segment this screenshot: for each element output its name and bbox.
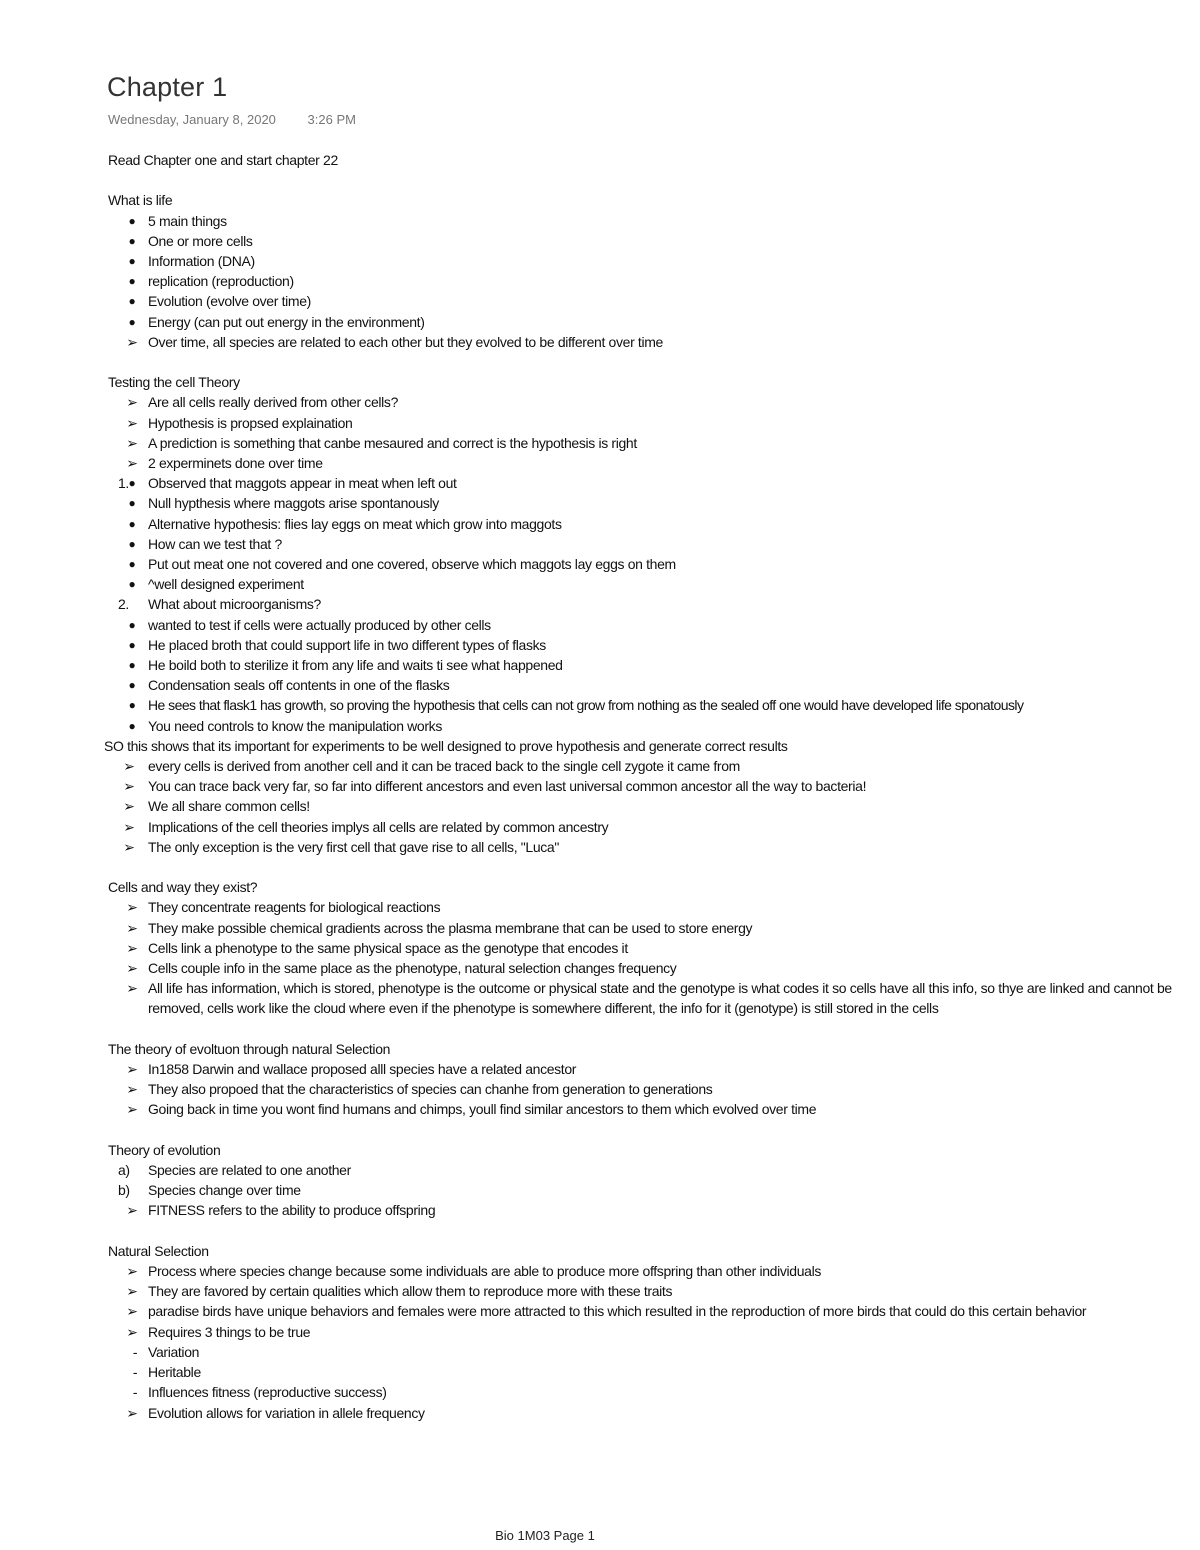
- arrow-bullet-icon: ➢: [126, 414, 138, 431]
- arrow-bullet-icon: ➢: [126, 899, 138, 916]
- list-item: ➢ We all share common cells!: [0, 796, 1200, 816]
- list-number: 2.: [118, 596, 129, 613]
- arrow-bullet-icon: ➢: [126, 1263, 138, 1280]
- section-heading: Theory of evolution: [108, 1141, 221, 1158]
- list-item: ➢ They concentrate reagents for biological reactions: [0, 897, 1200, 917]
- arrow-bullet-icon: ➢: [126, 1323, 138, 1340]
- list-item: ● 5 main things: [0, 211, 1200, 231]
- arrow-bullet-icon: ➢: [126, 919, 138, 936]
- list-item: ➢ Going back in time you wont find humans and chimps, youll find similar ancestors to them which evolved over time: [0, 1099, 1200, 1119]
- summary-line: SO this shows that its important for experiments to be well designed to prove hypothesis and generate correct results: [104, 737, 788, 754]
- list-item: ➢ FITNESS refers to the ability to produce offspring: [0, 1200, 1200, 1220]
- list-item: ➢ Implications of the cell theories implys all cells are related by common ancestry: [0, 817, 1200, 837]
- list-item: ➢ paradise birds have unique behaviors and females were more attracted to this which resulted in the reproduction of more birds that could do this certain behavior: [0, 1301, 1188, 1321]
- list-item: ● Observed that maggots appear in meat when left out: [0, 473, 1200, 493]
- page-title: Chapter 1: [107, 72, 228, 102]
- list-item: ● Energy (can put out energy in the environment): [0, 312, 1200, 332]
- page-date: Wednesday, January 8, 2020: [108, 112, 276, 127]
- dash-bullet-icon: -: [132, 1343, 138, 1360]
- arrow-bullet-icon: ➢: [126, 1081, 138, 1098]
- list-item: ➢ Evolution allows for variation in allele frequency: [0, 1403, 1200, 1423]
- bullet-dot-icon: ●: [128, 516, 136, 531]
- list-item: ➢ They are favored by certain qualities which allow them to reproduce more with these traits: [0, 1281, 1200, 1301]
- bullet-dot-icon: ●: [128, 213, 136, 228]
- list-item: ➢ They make possible chemical gradients across the plasma membrane that can be used to store energy: [0, 918, 1200, 938]
- dash-item: - Influences fitness (reproductive success): [0, 1382, 1200, 1402]
- list-item: ● You need controls to know the manipulation works: [0, 716, 1200, 736]
- arrow-bullet-icon: ➢: [123, 818, 135, 835]
- list-item: ● Put out meat one not covered and one covered, observe which maggots lay eggs on them: [0, 554, 1200, 574]
- bullet-dot-icon: ●: [128, 698, 136, 713]
- list-item: ➢ In1858 Darwin and wallace proposed alll species have a related ancestor: [0, 1059, 1200, 1079]
- bullet-dot-icon: ●: [128, 294, 136, 309]
- list-item: ● One or more cells: [0, 231, 1200, 251]
- bullet-dot-icon: ●: [128, 254, 136, 268]
- arrow-bullet-icon: ➢: [126, 1061, 138, 1078]
- section-heading: What is life: [108, 192, 173, 209]
- arrow-bullet-icon: ➢: [126, 960, 138, 977]
- list-item: ● Condensation seals off contents in one of the flasks: [0, 675, 1200, 695]
- arrow-bullet-icon: ➢: [126, 455, 138, 472]
- list-item: ➢ All life has information, which is stored, phenotype is the outcome or physical state and the genotype is what codes it so cells have all this info, so thye are linked and cannot be removed, cells work like the cloud where even if the phenotype is somewhere different, the info for it (genotype) is still stored in the cells: [0, 978, 1188, 1018]
- arrow-bullet-icon: ➢: [126, 980, 138, 997]
- list-letter: a): [118, 1162, 130, 1179]
- list-item: ➢ Hypothesis is propsed explaination: [0, 413, 1200, 433]
- arrow-bullet-icon: ➢: [123, 758, 135, 775]
- page-timestamp: [108, 112, 356, 127]
- bullet-dot-icon: ●: [128, 233, 136, 248]
- arrow-bullet-icon: ➢: [126, 1303, 138, 1320]
- bullet-dot-icon: ●: [128, 617, 136, 632]
- dash-item: - Variation: [0, 1342, 1200, 1362]
- arrow-bullet-icon: ➢: [126, 1404, 138, 1421]
- arrow-bullet-icon: ➢: [123, 798, 135, 815]
- intro-line: Read Chapter one and start chapter 22: [108, 152, 338, 168]
- list-item: ➢ Process where species change because some individuals are able to produce more offspring than other individuals: [0, 1261, 1200, 1281]
- list-item: ● wanted to test if cells were actually produced by other cells: [0, 615, 1200, 635]
- bullet-dot-icon: ●: [128, 476, 136, 491]
- list-item: ● Null hypthesis where maggots arise spontanously: [0, 493, 1200, 513]
- list-item: ➢ Over time, all species are related to each other but they evolved to be different over time: [0, 332, 1200, 352]
- bullet-dot-icon: ●: [128, 718, 136, 733]
- arrow-bullet-icon: ➢: [126, 939, 138, 956]
- bullet-dot-icon: ●: [128, 658, 136, 673]
- numbered-item: 2. What about microorganisms?: [0, 594, 1200, 614]
- section-heading: The theory of evoltuon through natural Selection: [108, 1040, 391, 1057]
- dash-bullet-icon: -: [132, 1384, 138, 1401]
- list-item: ● ^well designed experiment: [0, 574, 1200, 594]
- lettered-item: b) Species change over time: [0, 1180, 1200, 1200]
- list-item: ➢ A prediction is something that canbe mesaured and correct is the hypothesis is right: [0, 433, 1200, 453]
- dash-item: - Heritable: [0, 1362, 1200, 1382]
- list-number: 1.: [118, 475, 129, 492]
- list-item: ● He sees that flask1 has growth, so proving the hypothesis that cells can not grow from nothing as the sealed off one would have developed life sponatously: [0, 695, 1200, 715]
- arrow-bullet-icon: ➢: [126, 1283, 138, 1300]
- list-item: ● Information (DNA): [0, 251, 1200, 271]
- list-item: ● Alternative hypothesis: flies lay eggs on meat which grow into maggots: [0, 514, 1200, 534]
- section-heading: Natural Selection: [108, 1242, 209, 1259]
- arrow-bullet-icon: ➢: [126, 1101, 138, 1118]
- list-item: ● He placed broth that could support life in two different types of flasks: [0, 635, 1200, 655]
- bullet-dot-icon: ●: [128, 557, 136, 572]
- dash-bullet-icon: -: [132, 1364, 138, 1381]
- list-item: ➢ 2 experminets done over time: [0, 453, 1200, 473]
- arrow-bullet-icon: ➢: [126, 333, 138, 350]
- arrow-bullet-icon: ➢: [126, 1202, 138, 1219]
- list-item: ➢ every cells is derived from another cell and it can be traced back to the single cell zygote it came from: [0, 756, 1200, 776]
- list-item: ➢ Cells couple info in the same place as the phenotype, natural selection changes frequency: [0, 958, 1200, 978]
- list-item: ➢ Requires 3 things to be true: [0, 1322, 1200, 1342]
- list-item: ➢ You can trace back very far, so far into different ancestors and even last universal common ancestor all the way to bacteria!: [0, 776, 1200, 796]
- list-item: ➢ Cells link a phenotype to the same physical space as the genotype that encodes it: [0, 938, 1200, 958]
- page-number-label: Bio 1M03 Page 1: [495, 1528, 595, 1543]
- page-footer: [0, 1528, 1200, 1543]
- bullet-dot-icon: ●: [128, 314, 136, 329]
- section-heading: Cells and way they exist?: [108, 879, 258, 896]
- list-letter: b): [118, 1182, 130, 1199]
- list-item: ➢ Are all cells really derived from other cells?: [0, 392, 1200, 412]
- section-heading: Testing the cell Theory: [108, 374, 240, 391]
- bullet-dot-icon: ●: [128, 678, 136, 693]
- bullet-dot-icon: ●: [128, 637, 136, 652]
- list-item: ● He boild both to sterilize it from any life and waits ti see what happened: [0, 655, 1200, 675]
- list-item: ➢ The only exception is the very first cell that gave rise to all cells, "Luca": [0, 837, 1200, 857]
- page-time: 3:26 PM: [307, 112, 356, 127]
- list-item: ● How can we test that ?: [0, 534, 1200, 554]
- note-content: [0, 150, 1200, 1423]
- arrow-bullet-icon: ➢: [123, 838, 135, 855]
- bullet-dot-icon: ●: [128, 274, 136, 289]
- bullet-dot-icon: ●: [128, 496, 136, 511]
- bullet-dot-icon: ●: [128, 577, 136, 592]
- list-item: ➢ They also propoed that the characteristics of species can chanhe from generation to generations: [0, 1079, 1200, 1099]
- arrow-bullet-icon: ➢: [126, 394, 138, 411]
- arrow-bullet-icon: ➢: [126, 434, 138, 451]
- arrow-bullet-icon: ➢: [123, 778, 135, 795]
- bullet-dot-icon: ●: [128, 536, 136, 551]
- list-item: ● replication (reproduction): [0, 271, 1200, 291]
- list-item: ● Evolution (evolve over time): [0, 291, 1200, 311]
- lettered-item: a) Species are related to one another: [0, 1160, 1200, 1180]
